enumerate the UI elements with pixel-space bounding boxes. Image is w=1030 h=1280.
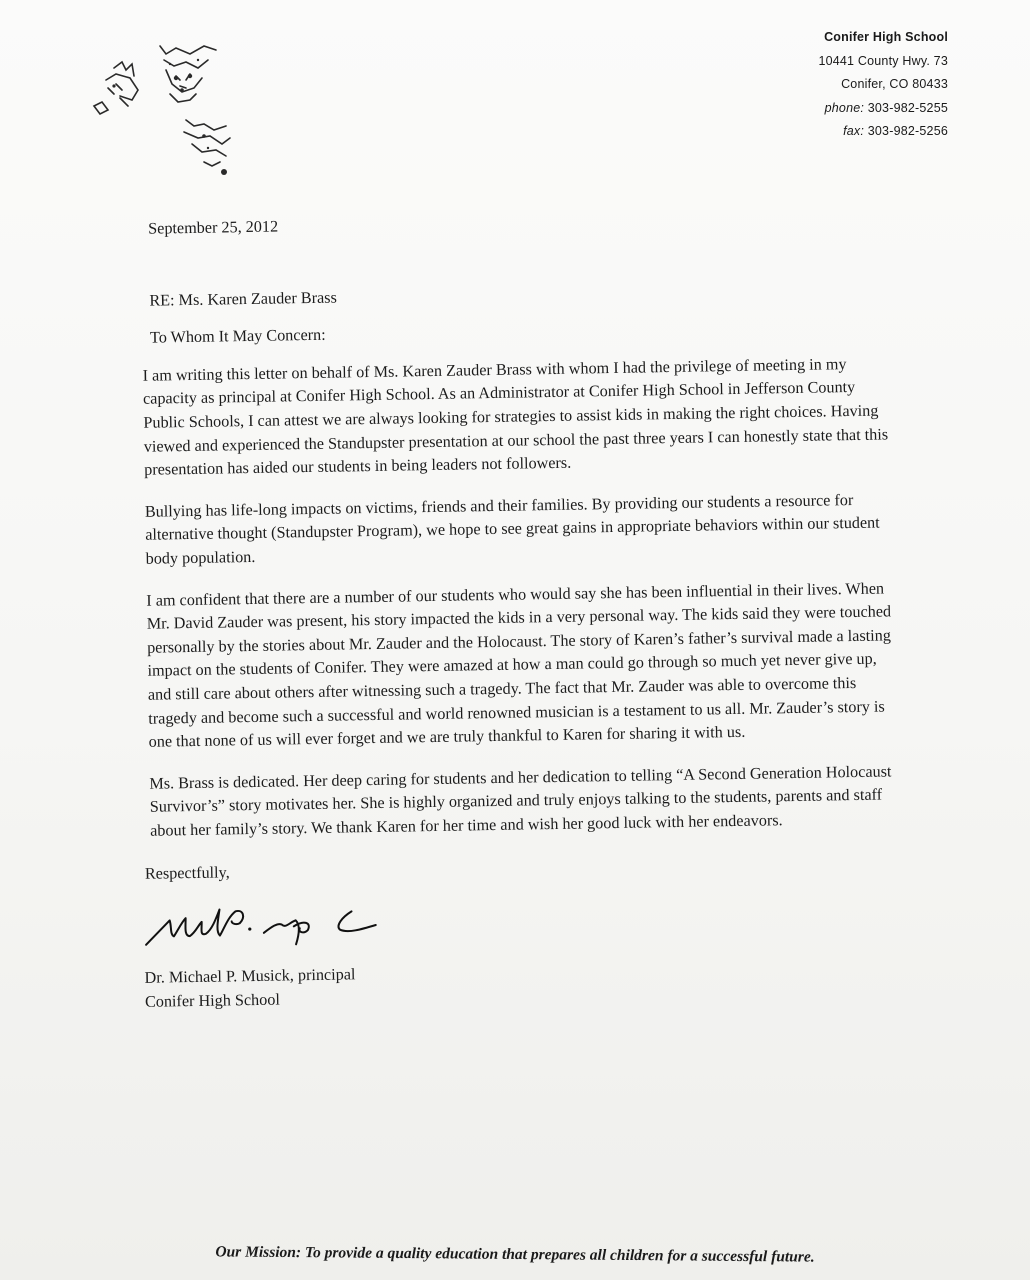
letterhead-school-name: Conifer High School bbox=[824, 30, 948, 44]
letter-paragraph-1: I am writing this letter on behalf of Ms. Karen Zauder Brass with whom I had the privilege of meeting in my capacity as principal at Conifer High School. As an Administrator at Conifer High School in Jefferson County Public Schools, I can attest we are always looking for strategies to assist kids in making the right choices. Having viewed and experienced the Standupster presentation at our school the past three years I can honestly state that this presentation has aided our students in being leaders not followers. bbox=[142, 354, 889, 479]
letter-body bbox=[128, 205, 901, 1014]
phone-label: phone: bbox=[824, 100, 865, 115]
signer-organization: Conifer High School bbox=[144, 990, 281, 1011]
letter-date: September 25, 2012 bbox=[148, 217, 279, 238]
letter-paragraph-4: Ms. Brass is dedicated. Her deep caring for students and her dedication to telling “A Second Generation Holocaust Survivor’s” story motivates her. She is highly organized and truly enjoys talking to the students, parents and staff about her family’s story. We thank Karen for her time and wish her good luck with her endeavors. bbox=[149, 762, 892, 840]
handwritten-signature bbox=[139, 893, 390, 957]
phone-number: 303-982-5255 bbox=[867, 100, 948, 115]
letterhead-fax bbox=[818, 120, 948, 144]
wolf-mascot-icon bbox=[86, 40, 246, 190]
fax-label: fax: bbox=[843, 124, 865, 139]
signer-name: Dr. Michael P. Musick, principal bbox=[144, 965, 356, 987]
mission-statement: Our Mission: To provide a quality education that prepares all children for a successful future. bbox=[215, 1243, 815, 1266]
letterhead-address-line2: Conifer, CO 80433 bbox=[841, 77, 948, 92]
letter-re-line: RE: Ms. Karen Zauder Brass bbox=[149, 288, 337, 310]
letter-paragraph-3: I am confident that there are a number of our students who would say she has been influential in their lives. When Mr. David Zauder was present, his story impacted the kids in a very personal way. The kids said they were touched personally by the stories about Mr. Zauder and the Holocaust. The story of Karen’s father’s survival made a lasting impact on the students of Conifer. They were amazed at how a man could go through so much yet never give up, and still care about others after witnessing such a tragedy. The fact that Mr. Zauder was able to overcome this tragedy and become such a successful and world renowned musician is a testament to us all. Mr. Zauder’s story is one that none of us will ever forget and we are truly thankful to Karen for sharing it with us. bbox=[146, 579, 892, 751]
letterhead-phone bbox=[818, 97, 948, 121]
letter-closing: Respectfully, bbox=[144, 863, 230, 884]
letterhead-address-line1: 10441 County Hwy. 73 bbox=[818, 53, 948, 68]
letterhead bbox=[818, 26, 948, 144]
fax-number: 303-982-5256 bbox=[867, 124, 948, 139]
letter-salutation: To Whom It May Concern: bbox=[149, 325, 326, 347]
letter-paragraph-2: Bullying has life-long impacts on victims, friends and their families. By providing our students a resource for alternative thought (Standupster Program), we hope to see great gains in appropriate behaviors within our student body population. bbox=[144, 490, 880, 568]
